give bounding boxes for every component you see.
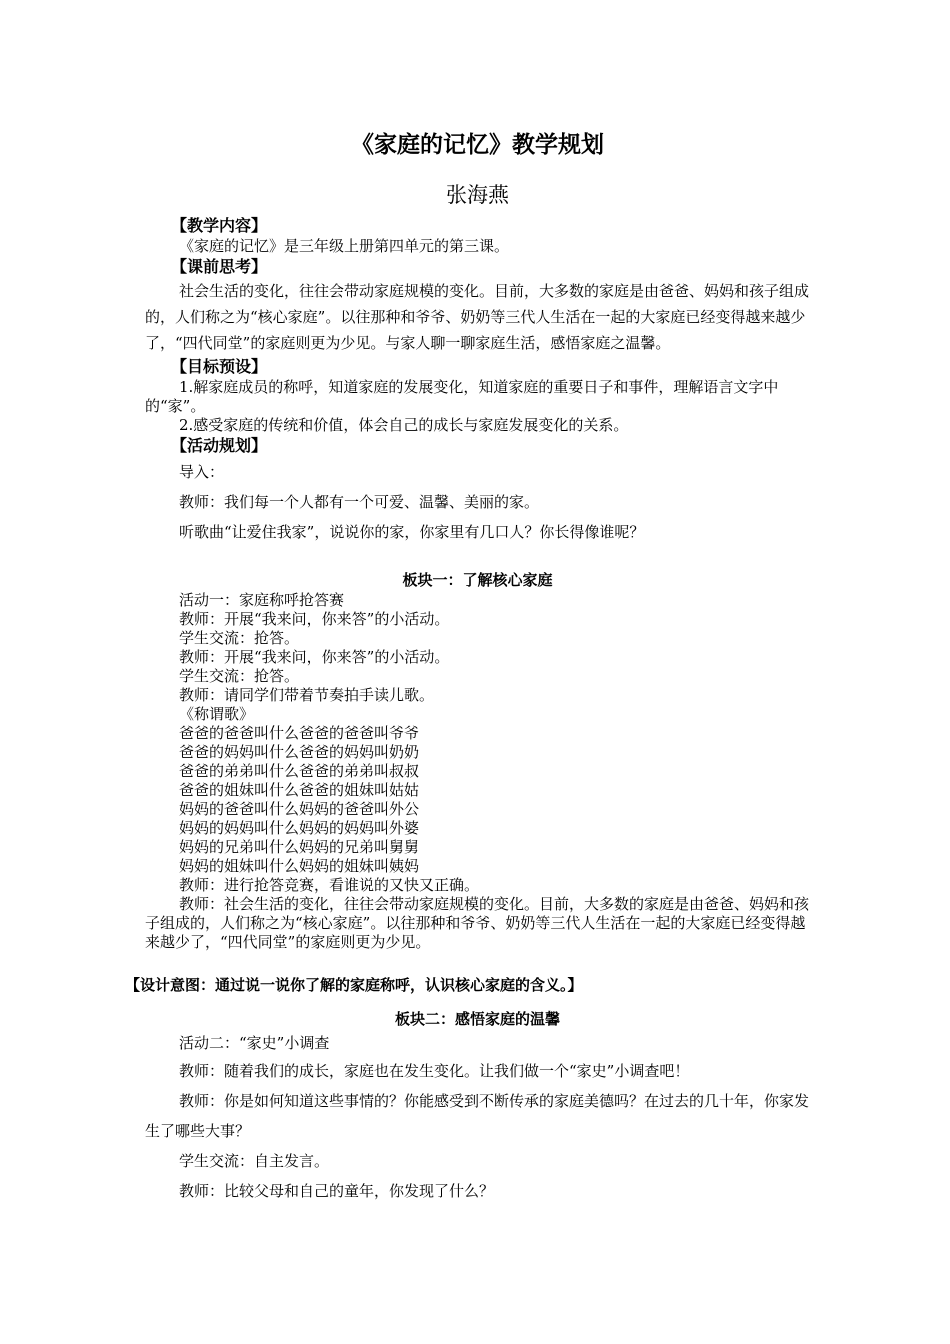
list-item: 妈妈的妈妈叫什么妈妈的妈妈叫外婆 — [179, 819, 420, 837]
intro-line: 听歌曲“让爱住我家”，说说你的家，你家里有几口人？你长得像谁呢？ — [179, 523, 645, 541]
list-item: 活动二：“家史”小调查 — [179, 1034, 330, 1052]
list-item: 爸爸的爸爸叫什么爸爸的爸爸叫爷爷 — [179, 724, 420, 742]
block-one-title: 板块一：了解核心家庭 — [402, 571, 553, 589]
goal-item-1: 1.解家庭成员的称呼，知道家庭的发展变化，知道家庭的重要日子和事件，理解语言文字中的“家”。 — [145, 378, 779, 415]
block-two-title: 板块二：感悟家庭的温馨 — [394, 1010, 560, 1028]
block-one-summary: 教师：社会生活的变化，往往会带动家庭规模的变化。目前，大多数的家庭是由爸爸、妈妈和孩子组成的，人们称之为“核心家庭”。以往那种和爷爷、奶奶等三代人生活在一起的大家庭已经变得越来越少了，“四代同堂”的家庭则更为少见。 — [145, 895, 810, 951]
list-item: 妈妈的爸爸叫什么妈妈的爸爸叫外公 — [179, 800, 420, 818]
list-item: 妈妈的兄弟叫什么妈妈的兄弟叫舅舅 — [179, 838, 420, 856]
list-item: 活动一：家庭称呼抢答赛 — [179, 591, 345, 609]
list-item: 爸爸的姐妹叫什么爸爸的姐妹叫姑姑 — [179, 781, 420, 799]
document-body — [125, 130, 810, 1206]
content-paragraph: 《家庭的记忆》是三年级上册第四单元的第三课。 — [179, 237, 510, 255]
intro-line: 教师：我们每一个人都有一个可爱、温馨、美丽的家。 — [179, 493, 540, 511]
list-item: 《称谓歌》 — [179, 705, 255, 723]
list-item: 教师：随着我们的成长，家庭也在发生变化。让我们做一个“家史”小调查吧！ — [179, 1062, 690, 1080]
page-title: 《家庭的记忆》教学规划 — [351, 132, 604, 158]
think-paragraph: 社会生活的变化，往往会带动家庭规模的变化。目前，大多数的家庭是由爸爸、妈妈和孩子组成的，人们称之为“核心家庭”。以往那种和爷爷、奶奶等三代人生活在一起的大家庭已经变得越来越少了，“四代同堂”的家庭则更为少见。与家人聊一聊家庭生活，感悟家庭之温馨。 — [145, 282, 810, 352]
section-heading-activity: 【活动规划】 — [171, 436, 268, 455]
section-heading-content: 【教学内容】 — [171, 216, 268, 235]
list-item: 爸爸的弟弟叫什么爸爸的弟弟叫叔叔 — [179, 762, 420, 780]
list-item: 妈妈的姐妹叫什么妈妈的姐妹叫姨妈 — [179, 857, 420, 875]
list-item: 教师：请同学们带着节奏拍手读儿歌。 — [179, 686, 435, 704]
list-item: 教师：开展“我来问，你来答”的小活动。 — [179, 648, 450, 666]
list-item: 学生交流：抢答。 — [179, 629, 300, 647]
list-item: 教师：比较父母和自己的童年，你发现了什么？ — [179, 1182, 495, 1200]
author-name: 张海燕 — [446, 183, 509, 207]
list-item: 学生交流：自主发言。 — [179, 1152, 330, 1170]
list-item: 教师：你是如何知道这些事情的？你能感受到不断传承的家庭美德吗？在过去的几十年，你家发生了哪些大事？ — [145, 1092, 810, 1140]
list-item: 学生交流：抢答。 — [179, 667, 300, 685]
list-item: 教师：进行抢答竞赛，看谁说的又快又正确。 — [179, 876, 480, 894]
section-heading-think: 【课前思考】 — [171, 257, 268, 276]
list-item: 教师：开展“我来问，你来答”的小活动。 — [179, 610, 450, 628]
section-heading-goal: 【目标预设】 — [171, 357, 268, 376]
design-intent-note: 【设计意图：通过说一说你了解的家庭称呼，认识核心家庭的含义。】 — [125, 976, 583, 994]
list-item: 爸爸的妈妈叫什么爸爸的妈妈叫奶奶 — [179, 743, 420, 761]
intro-line: 导入： — [179, 463, 225, 481]
goal-item-2: 2.感受家庭的传统和价值，体会自己的成长与家庭发展变化的关系。 — [179, 416, 629, 434]
block-one-lines — [145, 591, 810, 895]
